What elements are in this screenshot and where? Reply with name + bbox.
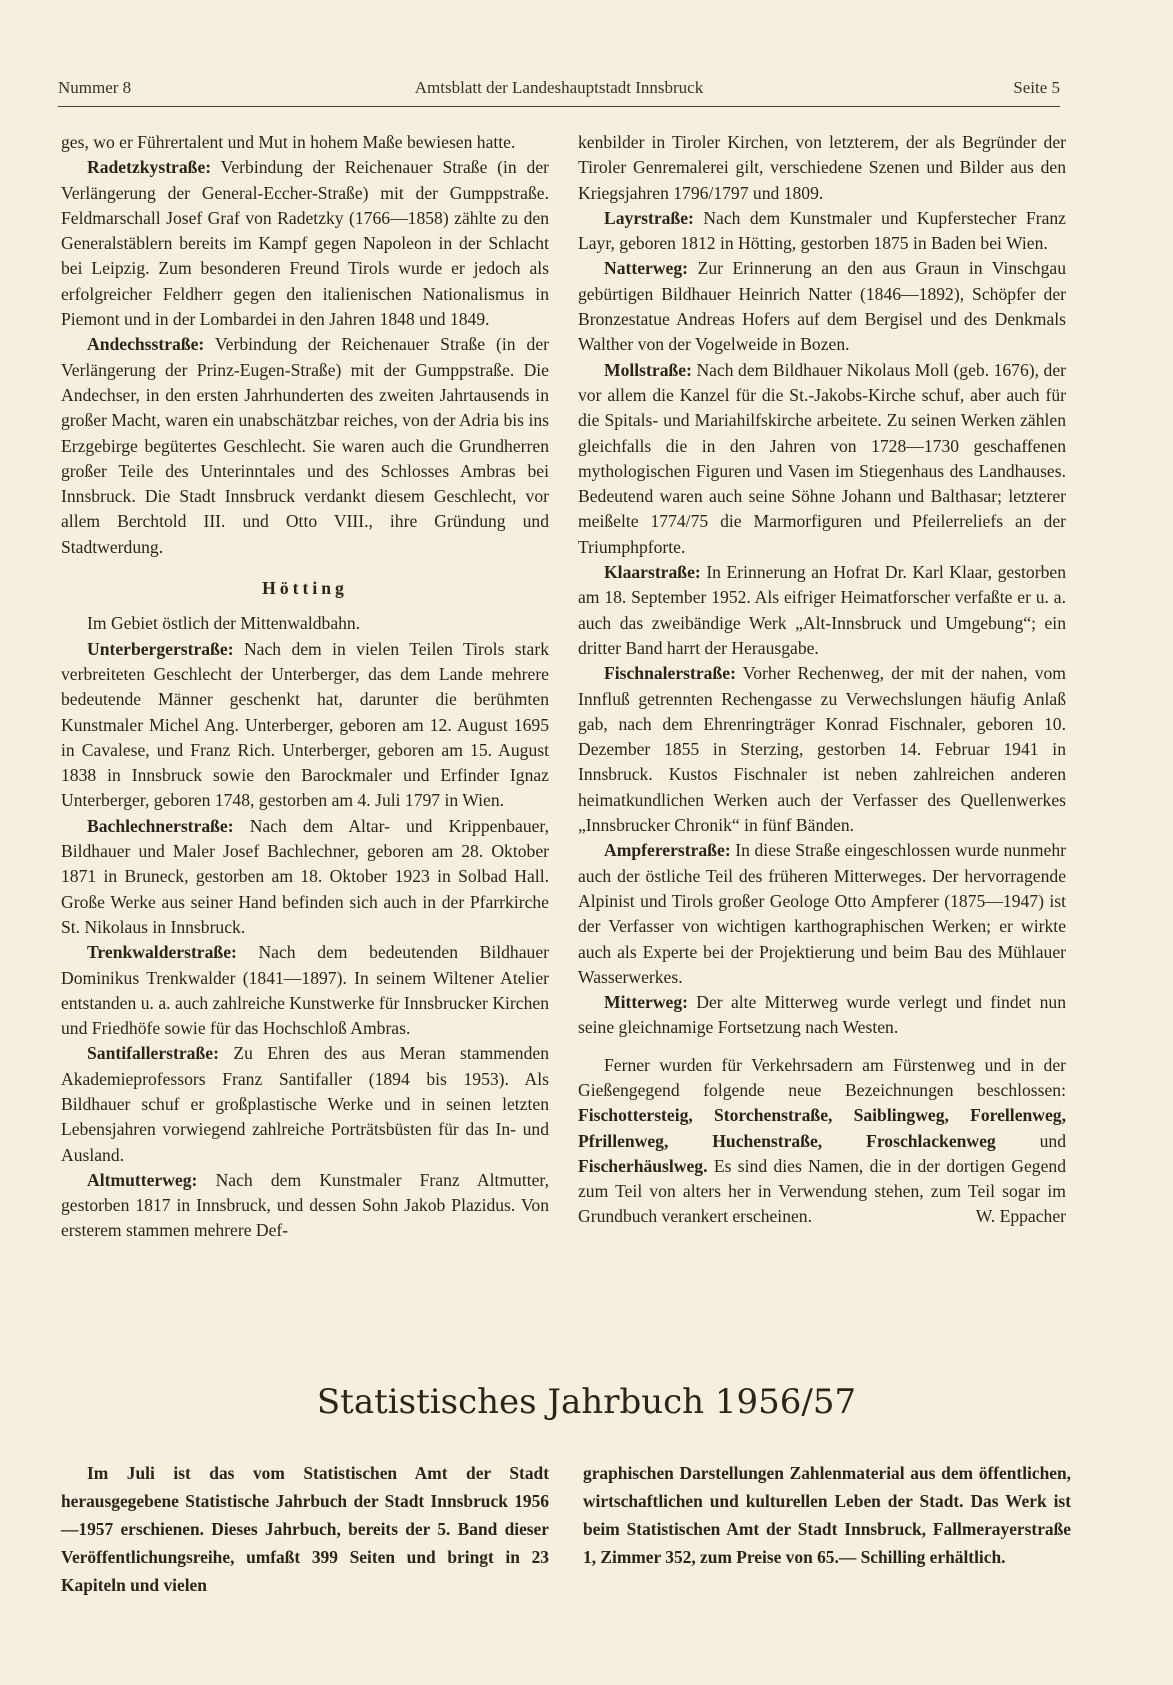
entry-bachlechnerstrasse [61,814,549,940]
entry-term: Altmutterweg: [87,1169,198,1190]
entry-term: Natterweg: [604,258,689,279]
entry-term: Andechsstraße: [87,334,205,355]
spacer [578,1041,1066,1053]
header-rule [58,106,1060,107]
entry-text: Nach dem bedeutenden Bildhauer Dominikus Trenkwalder (1841—1897). In seinem Wiltener Atelier entstanden u. a. auch zahlreiche Kunstwerke für Innsbrucker Kirchen und Friedhöfe sowie für das Hochschloß Ambras. [61,942,549,1039]
paragraph-continuation: kenbilder in Tiroler Kirchen, von letzterem, der als Begründer der Tiroler Genremalerei gilt, verschiedene Szenen und Bilder aus den Kriegsjahren 1796/1797 und 1809. [578,132,1066,203]
entry-text: Nach dem Bildhauer Nikolaus Moll (geb. 1676), der vor allem die Kanzel für die St.-Jakobs-Kirche schuf, aber auch für die Spitals- und Mariahilfskirche arbeitete. Zu seinen Werken zählen gleichfalls die in den Jahren von 1728—1730 geschaffenen mythologischen Figuren und Vasen im Stiegenhaus des Landhauses. Bedeutend waren auch seine Söhne Johann und Balthasar; letzterer meißelte 1774/75 die Marmorfiguren und Pfeilerreliefs an der Triumphpforte. [578,359,1066,557]
section-intro: Im Gebiet östlich der Mittenwaldbahn. [87,613,361,634]
entry-term: Trenkwalderstraße: [87,942,237,963]
entry-term: Mollstraße: [604,359,692,380]
entry-fischnalerstrasse [578,661,1066,838]
entry-term: Bachlechnerstraße: [87,815,234,836]
entry-altmutterweg [61,1168,549,1244]
author-signature: W. Eppacher [975,1206,1066,1227]
yearbook-text-right: graphischen Darstellungen Zahlenmaterial aus dem öffentlichen, wirtschaftlichen und kulturellen Leben der Stadt. Das Werk ist beim Statistischen Amt der Stadt Innsbruck, Fallmerayerstraße 1, Zimmer 352, zum Preise von 65.— Schilling erhältlich. [583,1463,1071,1567]
left-column [61,130,549,1244]
entry-text: Der alte Mitterweg wurde verlegt und findet nun seine gleichnamige Fortsetzung nach Westen. [578,992,1066,1038]
entry-term: Ampfererstraße: [604,840,731,861]
closing-and: und [995,1130,1066,1151]
entry-text: Nach dem in vielen Teilen Tirols stark verbreiteten Geschlecht der Unterberger, das dem Lande mehrere bedeutende Männer geschenkt hat, darunter die berühmten Kunstmaler Michel Ang. Unterberger, geboren am 12. August 1695 in Cavalese, und Franz Rich. Unterberger, geboren am 15. August 1838 in Innsbruck sowie den Barockmaler und Erfinder Ignaz Unterberger, geboren 1748, gestorben am 4. Juli 1797 in Wien. [61,638,549,811]
entry-text: Zur Erinnerung an den aus Graun in Vinschgau gebürtigen Bildhauer Heinrich Natter (1846—1892), Schöpfer der Bronzestatue Andreas Hofers auf dem Bergisel und des Denkmals Walther von der Vogelweide in Bozen. [578,258,1066,355]
entry-text: Nach dem Kunstmaler Franz Altmutter, gestorben 1817 in Innsbruck, und dessen Sohn Jakob Plazidus. Von ersterem stammen mehrere Def- [61,1169,549,1241]
paragraph-continuation: ges, wo er Führertalent und Mut in hohem Maße bewiesen hatte. [61,132,516,152]
entry-term: Layrstraße: [604,207,694,228]
closing-names: Fischottersteig, Storchenstraße, Saiblingweg, Forellenweg, Pfrillenweg, Huchenstraße, Froschlackenweg [578,1105,1066,1151]
entry-trenkwalderstrasse [61,940,549,1041]
entry-unterbergerstrasse [61,637,549,814]
yearbook-text-left: Im Juli ist das vom Statistischen Amt der Stadt herausgegebene Statistische Jahrbuch der Stadt Innsbruck 1956—1957 erschienen. Dieses Jahrbuch, bereits der 5. Band dieser Veröffentlichungsreihe, umfaßt 399 Seiten und bringt in 23 Kapiteln und vielen [61,1463,549,1595]
entry-andechsstrasse [61,332,549,560]
entry-text: Nach dem Kunstmaler und Kupferstecher Franz Layr, geboren 1812 in Hötting, gestorben 1875 in Baden bei Wien. [578,207,1066,254]
closing-text: Es sind dies Namen, die in der dortigen Gegend zum Teil von alters her in Verwendung stehen, zum Teil sogar im Grundbuch verankert erscheinen. [578,1155,1066,1227]
entry-term: Fischnalerstraße: [604,663,736,684]
entry-santifallerstrasse [61,1041,549,1167]
entry-text: Nach dem Altar- und Krippenbauer, Bildhauer und Maler Josef Bachlechner, geboren am 28. Oktober 1871 in Bruneck, gestorben am 18. Oktober 1923 in Solbad Hall. Große Werke aus seiner Hand befinden sich auch in der Pfarrkirche St. Nikolaus in Innsbruck. [61,815,549,937]
right-column [578,130,1066,1230]
entry-mitterweg [578,990,1066,1041]
entry-term: Klaarstraße: [604,562,701,583]
entry-term: Mitterweg: [604,992,688,1013]
entry-klaarstrasse [578,560,1066,661]
entry-text: Vorher Rechenweg, der mit der nahen, vom Innfluß getrennten Rechengasse zu Verwechslungen häufig Anlaß gab, nach dem Ehrenringträger Konrad Fischnaler, geboren 10. Dezember 1855 in Sterzing, gestorben 14. Februar 1941 in Innsbruck. Kustos Fischnaler ist neben zahlreichen anderen heimatkundlichen Werken auch der Verfasser des Quellenwerkes „Innsbrucker Chronik“ in fünf Bänden. [578,663,1066,836]
entry-mollstrasse [578,358,1066,560]
page-number: Seite 5 [1013,78,1060,97]
entry-ampfererstrasse [578,838,1066,990]
entry-radetzkystrasse [61,155,549,332]
entry-text: In Erinnerung an Hofrat Dr. Karl Klaar, gestorben am 18. September 1952. Als eifriger Heimatforscher verfaßte er u. a. auch das zweibändige Werk „Alt-Innsbruck und Umgebung“; ein dritter Band harrt der Herausgabe. [578,562,1066,658]
entry-term: Santifallerstraße: [87,1043,219,1064]
entry-natterweg [578,256,1066,357]
entry-text: Zu Ehren des aus Meran stammenden Akademieprofessors Franz Santifaller (1894 bis 1953). Als Bildhauer schuf er großplastische Werke und in seinen letzten Lebensjahren vorwiegend zahlreiche Porträtsbüsten für das In- und Ausland. [61,1043,549,1165]
entry-layrstrasse [578,206,1066,257]
entry-text: Verbindung der Reichenauer Straße (in der Verlängerung der General-Eccher-Straße) mit der Gumppstraße. Feldmarschall Josef Graf von Radetzky (1766—1858) zählte zu den Generalstäblern bereits im Kampf gegen Napoleon in der Schlacht bei Leipzig. Zum besonderen Freund Tirols wurde er jedoch als erfolgreicher Feldherr gegen den italienischen Nationalismus in Piemont und in der Lombardei in den Jahren 1848 und 1849. [61,157,549,330]
entry-term: Unterbergerstraße: [87,638,234,659]
closing-paragraph [578,1053,1066,1230]
publication-title: Amtsblatt der Landeshauptstadt Innsbruck [414,78,704,97]
yearbook-title: Statistisches Jahrbuch 1956/57 [316,1382,857,1422]
issue-number: Nummer 8 [58,78,132,97]
entry-text: In diese Straße eingeschlossen wurde nunmehr auch der östliche Teil des früheren Mitterweges. Der hervorragende Alpinist und Tirols großer Geologe Otto Ampferer (1875—1947) ist der Verfasser von wichtigen karthographischen Werken; er wirkte auch als Experte bei der Projektierung und beim Bau des Mühlauer Wasserwerkes. [578,840,1066,987]
page-header [58,78,1060,102]
closing-intro: Ferner wurden für Verkehrsadern am Fürstenweg und in der Gießengegend folgende neue Bezeichnungen beschlossen: [578,1054,1066,1100]
entry-text: Verbindung der Reichenauer Straße (in der Verlängerung der Prinz-Eugen-Straße) mit der Gumppstraße. Die Andechser, in den ersten Jahrhunderten des zweiten Jahrtausends in großer Macht, waren ein unabschätzbar reiches, von der Adria bis ins Erzgebirge begütertes Geschlecht. Sie waren auch die Grundherren großer Teile des Unterinntales und des Schlosses Ambras bei Innsbruck. Die Stadt Innsbruck verdankt diesem Geschlecht, vor allem Berchtold III. und Otto VIII., ihre Gründung und Stadtwerdung. [61,334,549,557]
closing-last: Fischerhäuslweg. [578,1155,708,1176]
entry-term: Radetzkystraße: [87,157,212,178]
section-heading: Hötting [262,578,348,599]
